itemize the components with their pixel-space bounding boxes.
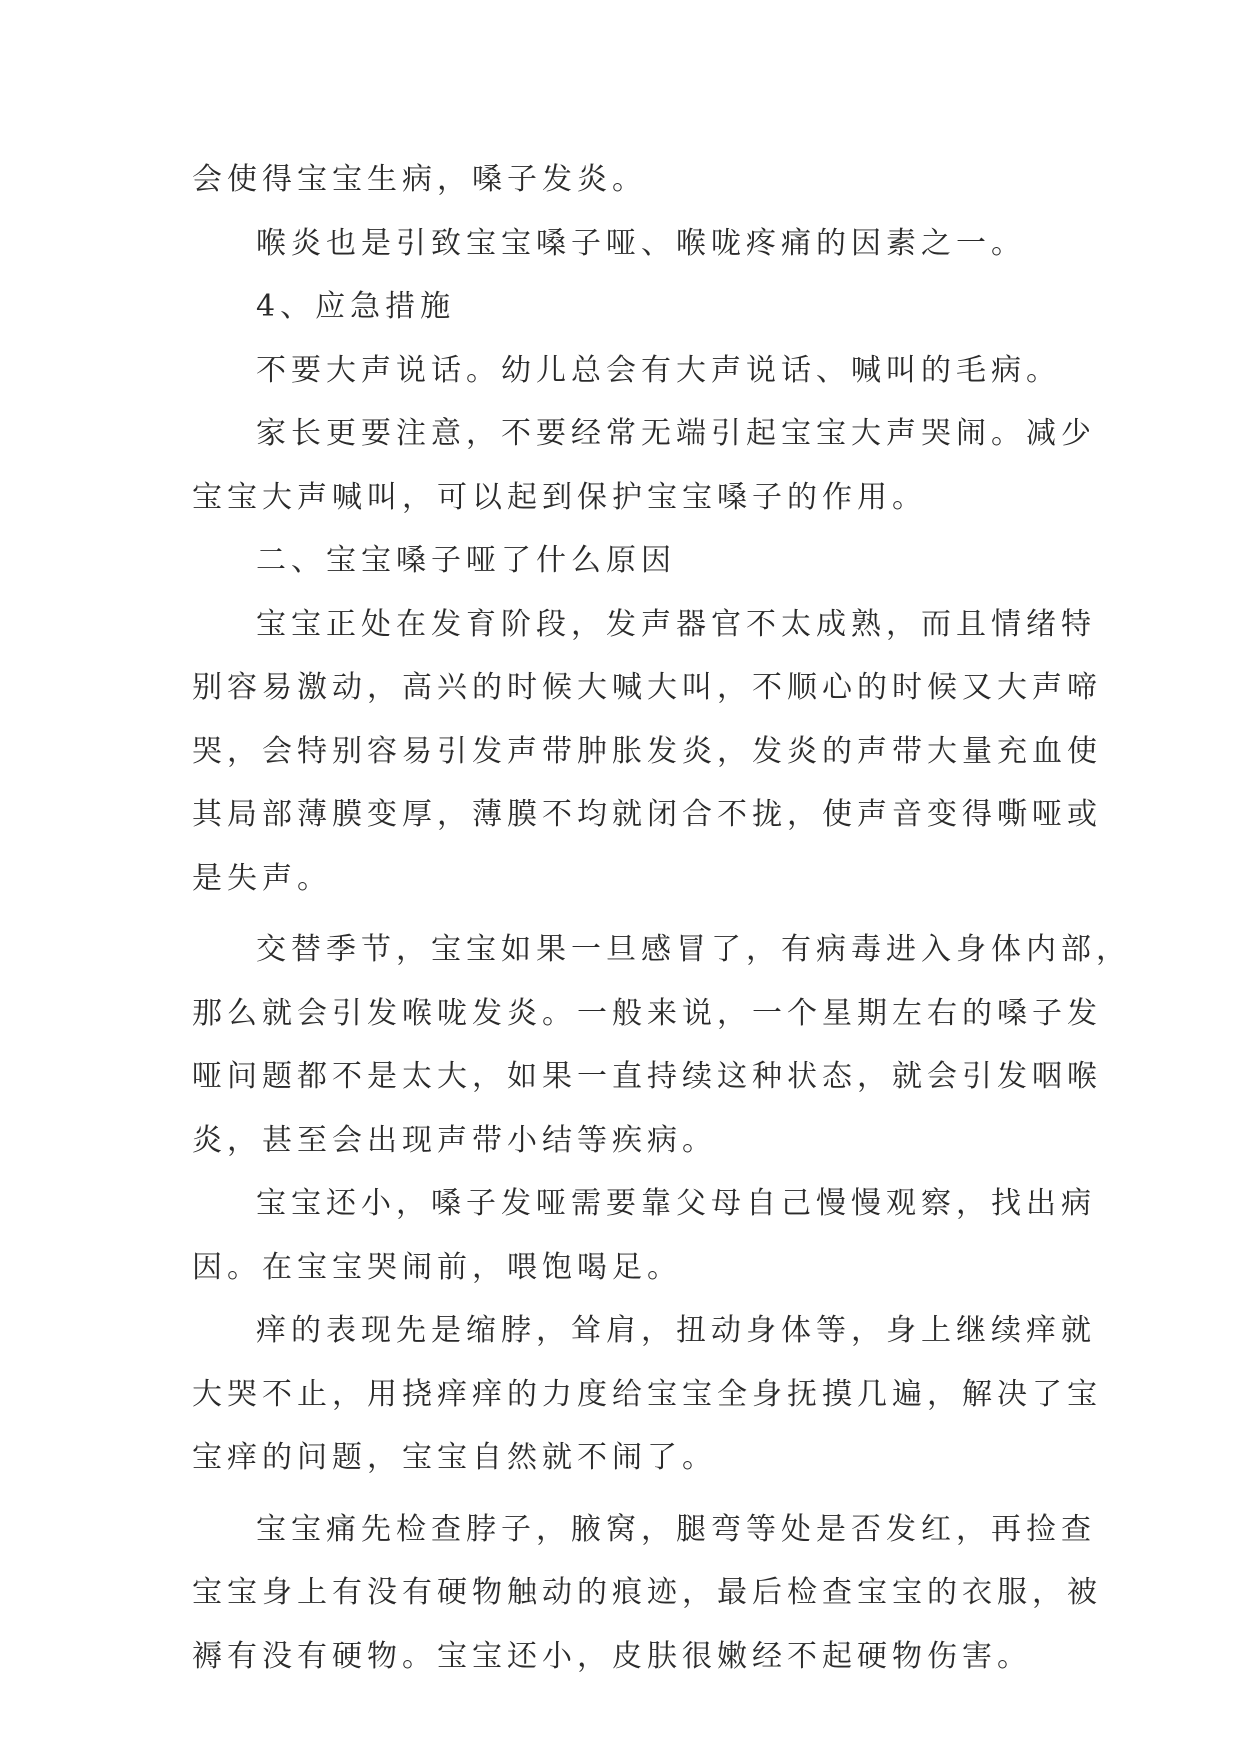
document-body (192, 148, 1131, 1688)
paragraph-line: 宝宝身上有没有硬物触动的痕迹，最后检查宝宝的衣服，被 (192, 1575, 1102, 1610)
paragraph-line: 炎，甚至会出现声带小结等疾病。 (192, 1122, 717, 1158)
paragraph-line: 喉炎也是引致宝宝嗓子哑、喉咙疼痛的因素之一。 (256, 225, 1026, 261)
paragraph-line: 不要大声说话。幼儿总会有大声说话、喊叫的毛病。 (256, 352, 1061, 388)
paragraph-line: 那么就会引发喉咙发炎。一般来说，一个星期左右的嗓子发 (192, 995, 1102, 1031)
paragraph-line: 会使得宝宝生病，嗓子发炎。 (192, 162, 647, 197)
paragraph-line: 宝痒的问题，宝宝自然就不闹了。 (192, 1440, 717, 1475)
paragraph-line: 交替季节，宝宝如果一旦感冒了，有病毒进入身体内部， (256, 932, 1131, 967)
paragraph-line: 宝宝痛先检查脖子，腋窝，腿弯等处是否发红，再捡查 (256, 1511, 1096, 1547)
paragraph-line: 宝宝正处在发育阶段，发声器官不太成熟，而且情绪特 (256, 606, 1096, 642)
paragraph-line: 褥有没有硬物。宝宝还小，皮肤很嫩经不起硬物伤害。 (192, 1638, 1032, 1674)
paragraph-line: 家长更要注意，不要经常无端引起宝宝大声哭闹。减少 (256, 416, 1096, 451)
paragraph-line: 哭，会特别容易引发声带肿胀发炎，发炎的声带大量充血使 (192, 733, 1102, 769)
paragraph-line: 宝宝还小，嗓子发哑需要靠父母自己慢慢观察，找出病 (256, 1186, 1096, 1221)
paragraph-line: 痒的表现先是缩脖，耸肩，扭动身体等，身上继续痒就 (256, 1313, 1096, 1348)
paragraph-line: 其局部薄膜变厚，薄膜不均就闭合不拢，使声音变得嘶哑或 (192, 797, 1102, 832)
section-heading: 4、应急措施 (256, 289, 456, 324)
paragraph-line: 宝宝大声喊叫，可以起到保护宝宝嗓子的作用。 (192, 479, 927, 515)
paragraph-line: 哑问题都不是太大，如果一直持续这种状态，就会引发咽喉 (192, 1059, 1102, 1094)
paragraph-line: 大哭不止，用挠痒痒的力度给宝宝全身抚摸几遍，解决了宝 (192, 1376, 1102, 1412)
paragraph-line: 别容易激动，高兴的时候大喊大叫，不顺心的时候又大声啼 (192, 670, 1102, 705)
paragraph-line: 是失声。 (192, 860, 332, 896)
paragraph-line: 因。在宝宝哭闹前，喂饱喝足。 (192, 1249, 682, 1285)
section-heading: 二、宝宝嗓子哑了什么原因 (256, 543, 676, 578)
